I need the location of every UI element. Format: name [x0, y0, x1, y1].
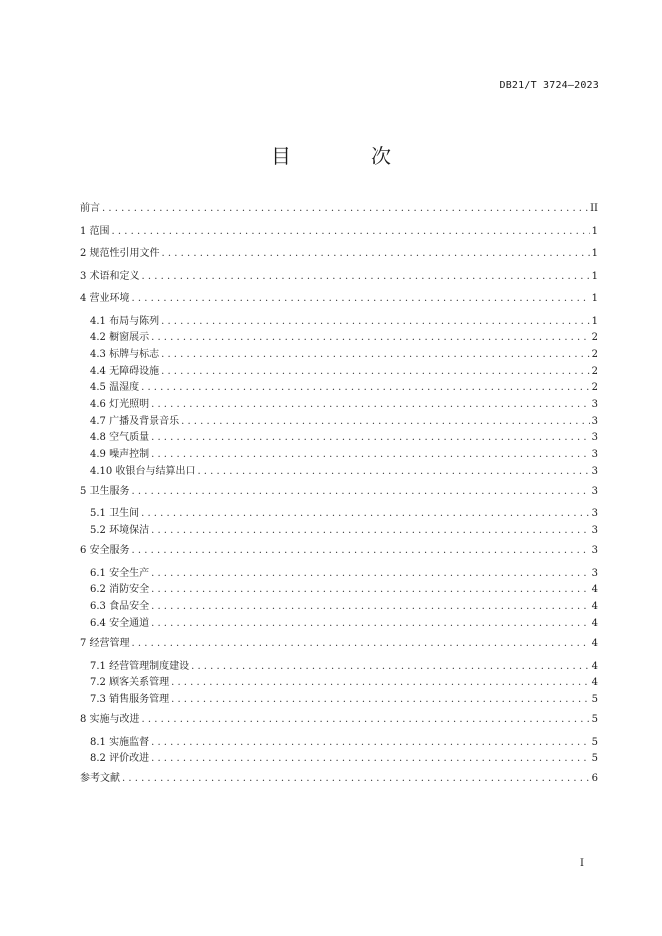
toc-entry-page: 4	[591, 584, 598, 596]
toc-dot-leader	[112, 224, 590, 239]
toc-entry-page: 4	[591, 601, 598, 613]
toc-entry-label: 4.4 无障碍设施	[90, 365, 160, 377]
toc-entry[interactable]	[80, 464, 598, 481]
toc-entry[interactable]	[80, 447, 598, 464]
toc-entry[interactable]	[80, 330, 598, 347]
toc-dot-leader	[171, 692, 590, 707]
toc-entry-page: 5	[591, 693, 598, 705]
toc-entry-label: 前言	[80, 203, 100, 214]
toc-entry[interactable]	[80, 224, 598, 247]
toc-dot-leader	[151, 582, 590, 597]
toc-entry-label: 7 经营管理	[80, 638, 130, 649]
toc-entry[interactable]	[80, 582, 598, 599]
toc-entry-page: 4	[591, 677, 598, 689]
toc-dot-leader	[161, 364, 590, 379]
toc-entry[interactable]	[80, 599, 598, 616]
toc-dot-leader	[102, 201, 588, 216]
toc-entry[interactable]	[80, 414, 598, 431]
toc-entry-label: 5.1 卫生间	[90, 508, 140, 520]
toc-entry-label: 6.2 消防安全	[90, 584, 150, 596]
toc-entry[interactable]	[80, 380, 598, 397]
toc-entry-label: 7.1 经营管理制度建设	[90, 660, 190, 672]
toc-entry-page: 1	[591, 225, 598, 237]
toc-entry-page: 1	[591, 248, 598, 259]
toc-dot-leader	[132, 484, 590, 499]
toc-entry-label: 4.8 空气质量	[90, 432, 150, 444]
toc-entry-page: 2	[591, 348, 598, 360]
toc-dot-leader	[132, 543, 590, 558]
toc-entry[interactable]	[80, 246, 598, 269]
toc-dot-leader	[151, 566, 590, 581]
toc-entry-label: 6.4 安全通道	[90, 617, 150, 629]
toc-entry-page: 2	[591, 365, 598, 377]
toc-dot-leader	[151, 735, 590, 750]
toc-entry[interactable]	[80, 430, 598, 447]
toc-entry[interactable]	[80, 675, 598, 692]
toc-entry-label: 4.3 标牌与标志	[90, 348, 160, 360]
toc-dot-leader	[197, 464, 589, 479]
toc-entry[interactable]	[80, 636, 598, 659]
toc-entry-label: 4 营业环境	[80, 293, 130, 304]
toc-entry-page: 3	[591, 432, 598, 444]
toc-entry-page: 3	[591, 485, 598, 497]
toc-entry-page: 3	[591, 465, 598, 477]
toc-entry[interactable]	[80, 291, 598, 314]
toc-dot-leader	[151, 430, 590, 445]
toc-dot-leader	[132, 636, 590, 651]
toc-entry-label: 5.2 环境保洁	[90, 525, 150, 537]
toc-dot-leader	[191, 659, 590, 674]
toc-dot-leader	[151, 397, 590, 412]
toc-entry-page: 6	[591, 773, 598, 785]
toc-entry-label: 2 规范性引用文件	[80, 248, 160, 259]
toc-entry[interactable]	[80, 771, 598, 794]
toc-entry[interactable]	[80, 616, 598, 633]
toc-entry-page: 3	[591, 449, 598, 460]
toc-entry-page: 1	[591, 270, 598, 282]
toc-entry-page: 3	[591, 415, 598, 427]
toc-dot-leader	[142, 712, 590, 727]
toc-entry-label: 4.5 温湿度	[90, 382, 140, 394]
toc-entry-page: 3	[591, 398, 598, 410]
toc-entry-label: 1 范围	[80, 225, 110, 237]
toc-entry[interactable]	[80, 314, 598, 331]
toc-entry-label: 4.1 布局与陈列	[90, 315, 160, 327]
toc-entry[interactable]	[80, 712, 598, 735]
toc-entry-page: 2	[591, 332, 598, 344]
toc-entry[interactable]	[80, 364, 598, 381]
toc-entry[interactable]	[80, 269, 598, 292]
toc-entry[interactable]	[80, 201, 598, 224]
toc-entry[interactable]	[80, 523, 598, 540]
toc-entry-label: 4.10 收银台与结算出口	[90, 465, 196, 477]
toc-entry-page: II	[590, 203, 598, 214]
toc-entry-label: 7.3 销售服务管理	[90, 693, 170, 705]
page-number: I	[580, 858, 584, 869]
toc-entry-label: 4.9 噪声控制	[90, 449, 150, 460]
toc-entry-label: 6.1 安全生产	[90, 567, 150, 579]
toc-entry-label: 6.3 食品安全	[90, 601, 150, 613]
page-title: 目 次	[271, 144, 421, 168]
toc-entry[interactable]	[80, 397, 598, 414]
toc-entry[interactable]	[80, 659, 598, 676]
toc-dot-leader	[171, 675, 590, 690]
toc-entry-page: 3	[591, 525, 598, 537]
toc-dot-leader	[151, 751, 590, 766]
toc-dot-leader	[151, 447, 590, 462]
toc-entry-label: 参考文献	[80, 773, 120, 785]
toc-entry-label: 7.2 顾客关系管理	[90, 677, 170, 689]
toc-entry-label: 3 术语和定义	[80, 270, 140, 282]
toc-entry-page: 5	[591, 736, 598, 748]
toc-entry-label: 5 卫生服务	[80, 485, 130, 497]
toc-entry[interactable]	[80, 735, 598, 752]
toc-dot-leader	[151, 599, 590, 614]
toc-entry-label: 8.2 评价改进	[90, 753, 150, 765]
toc-entry-label: 8 实施与改进	[80, 714, 140, 726]
toc-entry[interactable]	[80, 347, 598, 364]
toc-entry-page: 2	[591, 382, 598, 394]
toc-dot-leader	[141, 380, 590, 395]
toc-entry-page: 3	[591, 567, 598, 579]
table-of-contents	[80, 201, 598, 794]
toc-dot-leader	[141, 506, 590, 521]
toc-entry[interactable]	[80, 692, 598, 709]
toc-entry[interactable]	[80, 751, 598, 768]
toc-entry-page: 4	[591, 660, 598, 672]
toc-dot-leader	[151, 616, 590, 631]
toc-entry-label: 4.2 橱窗展示	[90, 332, 150, 344]
toc-entry-label: 4.6 灯光照明	[90, 398, 150, 410]
toc-entry-label: 8.1 实施监督	[90, 736, 150, 748]
toc-dot-leader	[151, 523, 590, 538]
toc-entry[interactable]	[80, 543, 598, 566]
toc-entry[interactable]	[80, 506, 598, 523]
toc-entry-page: 1	[591, 315, 598, 327]
toc-entry-page: 5	[591, 753, 598, 765]
toc-entry-label: 4.7 广播及背景音乐	[90, 415, 180, 427]
toc-dot-leader	[161, 347, 590, 362]
toc-dot-leader	[162, 246, 590, 261]
toc-entry-page: 4	[591, 617, 598, 629]
toc-entry[interactable]	[80, 566, 598, 583]
toc-dot-leader	[181, 414, 590, 429]
toc-entry-label: 6 安全服务	[80, 545, 130, 557]
toc-entry-page: 3	[591, 545, 598, 557]
toc-entry-page: 1	[591, 293, 598, 304]
toc-entry-page: 5	[591, 714, 598, 726]
toc-dot-leader	[151, 330, 590, 345]
toc-dot-leader	[122, 771, 590, 786]
toc-entry-page: 3	[591, 508, 598, 520]
toc-dot-leader	[161, 314, 590, 329]
toc-entry[interactable]	[80, 484, 598, 507]
toc-entry-page: 4	[591, 638, 598, 649]
document-code: DB21/T 3724—2023	[499, 80, 599, 91]
toc-dot-leader	[142, 269, 590, 284]
toc-dot-leader	[132, 291, 590, 306]
